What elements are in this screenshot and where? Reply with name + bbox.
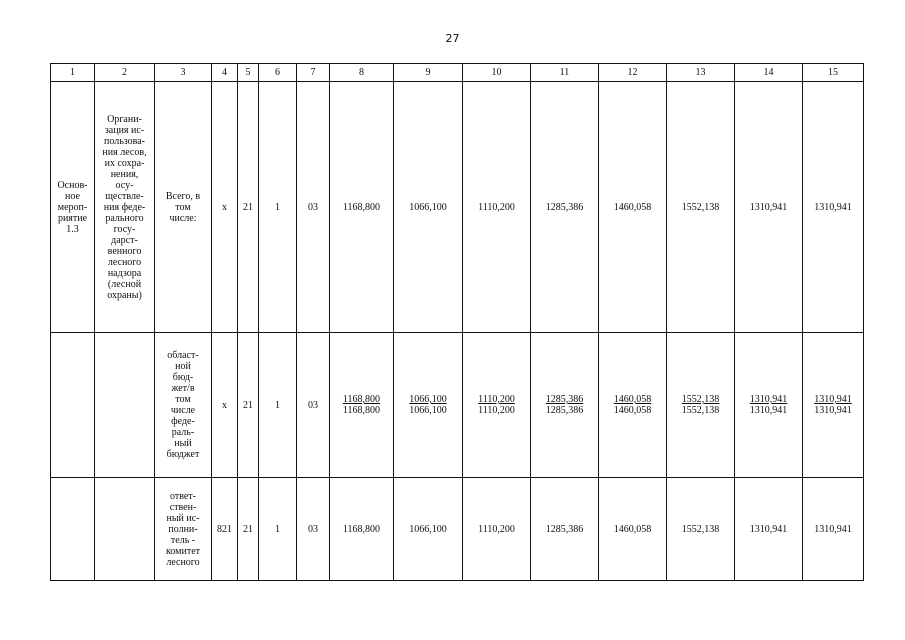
value-cell: 1285,386 [531, 82, 599, 333]
code-cell: 821 [212, 478, 238, 581]
budget-table [50, 63, 864, 581]
value-cell: 1110,200 1110,200 [463, 333, 531, 478]
table-row [51, 82, 864, 333]
code-cell: 21 [238, 82, 259, 333]
value-cell: 1168,800 [330, 478, 394, 581]
value-cell: 1310,941 [735, 478, 803, 581]
header-cell: 13 [667, 64, 735, 82]
value-cell: 1168,800 [330, 82, 394, 333]
value-cell: 1110,200 [463, 82, 531, 333]
header-cell: 9 [394, 64, 463, 82]
code-cell: 03 [297, 478, 330, 581]
activity-cell [51, 478, 95, 581]
funding-source-cell: област- ной бюд- жет/в том числе феде- раль- ный бюджет [155, 333, 212, 478]
code-cell: 03 [297, 333, 330, 478]
code-cell: 1 [259, 333, 297, 478]
activity-cell [51, 333, 95, 478]
value-cell: 1310,941 [735, 82, 803, 333]
value-cell: 1310,941 [803, 478, 864, 581]
value-cell: 1460,058 [599, 82, 667, 333]
header-cell: 14 [735, 64, 803, 82]
value-cell: 1066,100 [394, 478, 463, 581]
funding-source-cell: ответ- ствен- ный ис- полни- тель - комитет лесного [155, 478, 212, 581]
header-cell: 5 [238, 64, 259, 82]
header-cell: 6 [259, 64, 297, 82]
header-cell: 11 [531, 64, 599, 82]
value-cell: 1552,138 [667, 478, 735, 581]
header-cell: 4 [212, 64, 238, 82]
header-cell: 1 [51, 64, 95, 82]
value-cell: 1110,200 [463, 478, 531, 581]
value-cell: 1168,800 1168,800 [330, 333, 394, 478]
header-cell: 10 [463, 64, 531, 82]
value-cell: 1310,941 [803, 82, 864, 333]
value-cell: 1460,058 [599, 478, 667, 581]
header-cell: 12 [599, 64, 667, 82]
funding-source-cell: Всего, в том числе: [155, 82, 212, 333]
code-cell: 03 [297, 82, 330, 333]
page-number: 27 [445, 32, 460, 45]
description-cell [95, 333, 155, 478]
code-cell: 1 [259, 82, 297, 333]
code-cell: х [212, 82, 238, 333]
header-cell: 8 [330, 64, 394, 82]
table-row [51, 333, 864, 478]
value-cell: 1310,941 1310,941 [735, 333, 803, 478]
code-cell: 1 [259, 478, 297, 581]
value-cell: 1460,058 1460,058 [599, 333, 667, 478]
header-cell: 2 [95, 64, 155, 82]
value-cell: 1310,941 1310,941 [803, 333, 864, 478]
value-cell: 1066,100 1066,100 [394, 333, 463, 478]
header-row [51, 64, 864, 82]
value-cell: 1066,100 [394, 82, 463, 333]
description-cell: Органи- зация ис- пользова- ния лесов, их сохра- нения, осу- ществле- ния феде- рального госу- дарст- венного лесного надзора (лесной охраны) [95, 82, 155, 333]
code-cell: 21 [238, 478, 259, 581]
description-cell [95, 478, 155, 581]
value-cell: 1552,138 [667, 82, 735, 333]
code-cell: 21 [238, 333, 259, 478]
header-cell: 15 [803, 64, 864, 82]
code-cell: х [212, 333, 238, 478]
activity-cell: Основ- ное мероп- риятие 1.3 [51, 82, 95, 333]
value-cell: 1285,386 [531, 478, 599, 581]
header-cell: 3 [155, 64, 212, 82]
header-cell: 7 [297, 64, 330, 82]
value-cell: 1285,386 1285,386 [531, 333, 599, 478]
table-row [51, 478, 864, 581]
value-cell: 1552,138 1552,138 [667, 333, 735, 478]
